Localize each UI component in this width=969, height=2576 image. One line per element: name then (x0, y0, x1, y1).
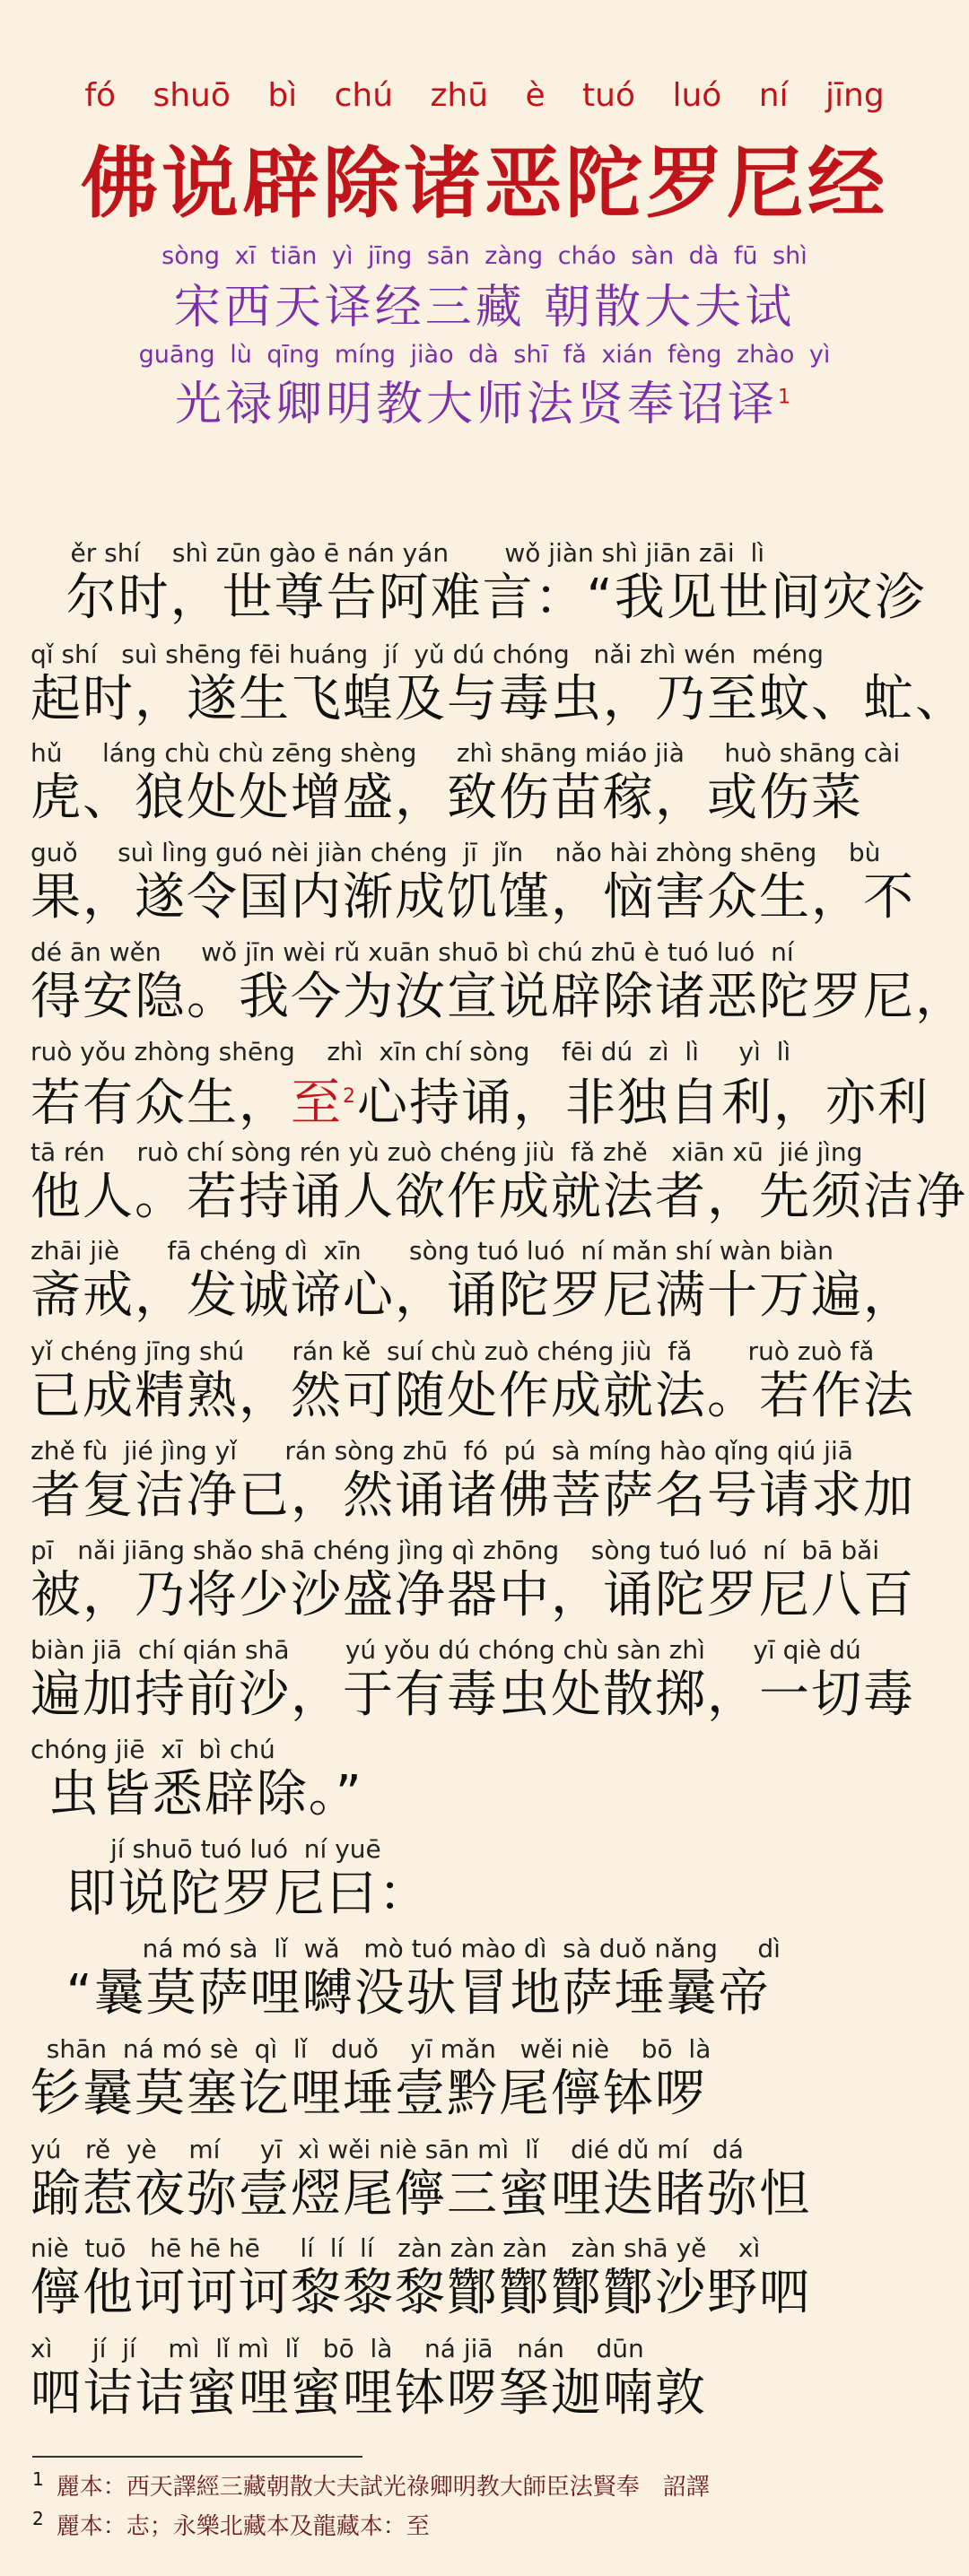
line-pinyin: zhě fù jié jìng yǐ rán sòng zhū fó pú sà míng hào qǐng qiú jiā (31, 1436, 853, 1466)
line-hanzi: 者复洁净已，然诵诸佛菩萨名号请求加 (31, 1466, 915, 1525)
line-pinyin: shān ná mó sè qì lǐ duǒ yī mǎn wěi niè bō là (31, 2034, 711, 2064)
sutra-line (31, 1834, 938, 1924)
line-hanzi: 被，乃将少沙盛净器中，诵陀罗尼八百 (31, 1566, 915, 1624)
sutra-line (31, 838, 938, 927)
line-hanzi: 已成精熟，然可随处作成就法。若作法 (31, 1367, 915, 1425)
sutra-line (31, 738, 938, 828)
credit2: 光禄卿明教大师法贤奉诏译$^1$ (174, 378, 794, 431)
footnote-ref-1[interactable]: 1 (778, 386, 794, 409)
variant-char: 至 (291, 1074, 343, 1133)
line-hanzi: 钐曩莫塞讫哩埵壹黔尾儜钵啰 (31, 2065, 707, 2123)
sutra-line (31, 1137, 967, 1227)
line-hanzi: 儜他诃诃诃黎黎黎酇酇酇酇沙野呬 (31, 2264, 811, 2322)
sutra-title: 佛说辟除诸恶陀罗尼经 (81, 139, 888, 229)
sutra-line (31, 937, 967, 1027)
line-hanzi: 遍加持前沙，于有毒虫处散掷，一切毒 (31, 1666, 915, 1724)
line-pinyin: zhāi jiè fā chéng dì xīn sòng tuó luó ní mǎn shí wàn biàn (31, 1236, 834, 1266)
sutra-line (31, 2233, 938, 2323)
line-pinyin: ěr shí shì zūn gào ē nán yán wǒ jiàn shì jiān zāi lì (31, 538, 765, 568)
line-pinyin: ruò yǒu zhòng shēng zhì xīn chí sòng fēi dú zì lì yì lì (31, 1037, 791, 1066)
line-pinyin: chóng jiē xī bì chú (31, 1735, 275, 1764)
line-hanzi: 斋戒，发诚谛心，诵陀罗尼满十万遍， (31, 1266, 915, 1325)
line-pinyin: niè tuō hē hē hē lí lí lí zàn zàn zàn zàn shā yě xì (31, 2233, 761, 2263)
line-pinyin: tā rén ruò chí sòng rén yù zuò chéng jiù fǎ zhě xiān xū jié jìng (31, 1137, 863, 1167)
sutra-line (31, 1934, 938, 2023)
sutra-line (31, 1735, 938, 1824)
sutra-line (31, 1635, 938, 1725)
line-hanzi: 尔时，世尊告阿难言：“我见世间灾沴 (31, 569, 927, 627)
title-pinyin: fó shuō bì chú zhū è tuó luó ní jīng (84, 77, 885, 114)
sutra-line (31, 538, 938, 628)
line-pinyin: hǔ láng chù chù zēng shèng zhì shāng miáo jià huò shāng cài (31, 738, 901, 768)
credit2-pinyin: guāng lù qīng míng jiào dà shī fǎ xián fèng zhào yì (138, 341, 831, 369)
line-pinyin: guǒ suì lìng guó nèi jiàn chéng jī jǐn nǎo hài zhòng shēng bù (31, 838, 881, 867)
line-hanzi: “曩莫萨哩嚩没驮冒地萨埵曩帝 (31, 1964, 771, 2023)
line-hanzi: 若有众生，至$^2$心持诵，非独自利，亦利 (31, 1074, 930, 1133)
line-hanzi: 呬诘诘蜜哩蜜哩钵啰拏迦喃敦 (31, 2364, 707, 2423)
line-pinyin: xì jí jí mì lǐ mì lǐ bō là ná jiā nán dūn (31, 2334, 644, 2363)
line-hanzi: 起时，遂生飞蝗及与毒虫，乃至蚊、虻、 (31, 670, 967, 728)
sutra-line (31, 2135, 938, 2224)
line-hanzi: 踰惹夜弥壹熤尾儜三蜜哩迭睹弥怛 (31, 2165, 811, 2224)
sutra-line (31, 1536, 938, 1625)
line-pinyin: biàn jiā chí qián shā yú yǒu dú chóng chù sàn zhì yī qiè dú (31, 1635, 861, 1665)
credit1-pinyin: sòng xī tiān yì jīng sān zàng cháo sàn dà fū shì (162, 242, 808, 270)
line-hanzi: 虎、狼处处增盛，致伤苗稼，或伤菜 (31, 769, 863, 827)
line-pinyin: yú rě yè mí yī xì wěi niè sān mì lǐ dié dǔ mí dá (31, 2135, 744, 2164)
line-hanzi: 果，遂令国内渐成饥馑，恼害众生，不 (31, 868, 915, 927)
line-hanzi: 虫皆悉辟除。” (31, 1765, 363, 1823)
line-hanzi: 他人。若持诵人欲作成就法者，先须洁净 (31, 1168, 967, 1226)
sutra-line (31, 2334, 938, 2424)
sutra-line (31, 1236, 938, 1326)
sutra-line (31, 1037, 938, 1134)
line-pinyin: qǐ shí suì shēng fēi huáng jí yǔ dú chóng nǎi zhì wén méng (31, 640, 824, 669)
line-pinyin: pī nǎi jiāng shǎo shā chéng jìng qì zhōng sòng tuó luó ní bā bǎi (31, 1536, 880, 1565)
line-pinyin: jí shuō tuó luó ní yuē (31, 1834, 381, 1864)
footnote-ref-2[interactable]: 2 (343, 1085, 357, 1108)
footnote-1: $^1$ 麗本：西天譯經三藏朝散大夫試光祿卿明教大師臣法賢奉 詔譯 (32, 2468, 710, 2501)
line-pinyin: dé ān wěn wǒ jīn wèi rǔ xuān shuō bì chú zhū è tuó luó ní (31, 937, 794, 967)
line-pinyin: yǐ chéng jīng shú rán kě suí chù zuò chéng jiù fǎ ruò zuò fǎ (31, 1336, 875, 1366)
line-hanzi: 即说陀罗尼曰： (31, 1865, 431, 1923)
credit1: 宋西天译经三藏 朝散大夫试 (173, 281, 796, 335)
sutra-line (31, 640, 967, 729)
sutra-line (31, 1336, 938, 1426)
footnote-2: $^2$ 麗本：志；永樂北藏本及龍藏本：至 (32, 2508, 430, 2540)
footnote-divider (32, 2456, 362, 2458)
line-pinyin: ná mó sà lǐ wǎ mò tuó mào dì sà duǒ nǎng dì (31, 1934, 781, 1963)
sutra-line (31, 2034, 938, 2124)
sutra-line (31, 1436, 938, 1526)
line-hanzi: 得安隐。我今为汝宣说辟除诸恶陀罗尼， (31, 968, 967, 1026)
